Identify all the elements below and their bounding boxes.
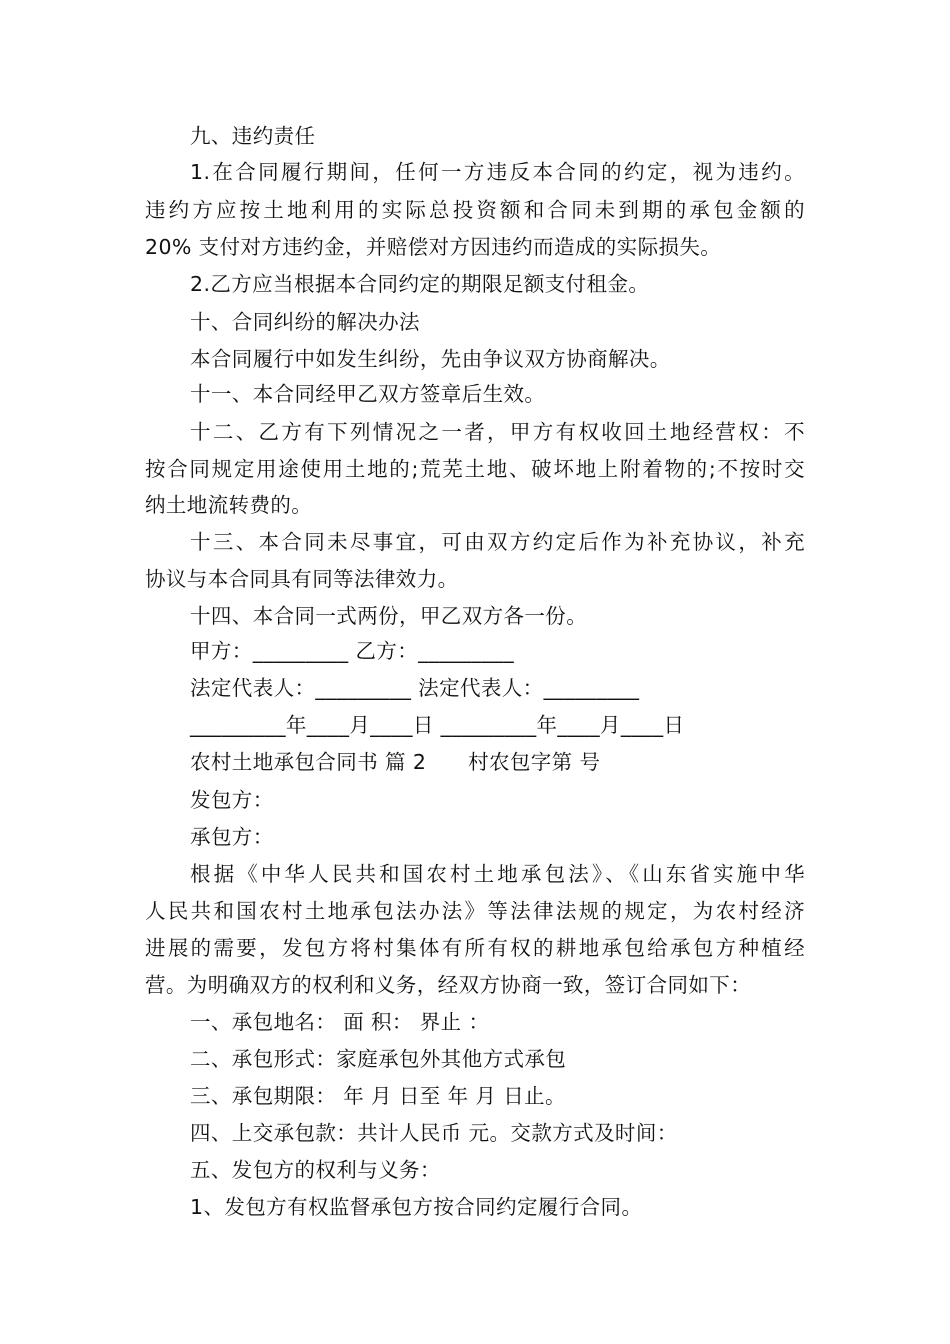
paragraph-line: 1、发包方有权监督承包方按合同约定履行合同。 [190,1195,643,1219]
paragraph-line: 本合同履行中如发生纠纷，先由争议双方协商解决。 [190,347,671,371]
paragraph-line: 承包方： [190,825,274,849]
paragraph-line: 纳土地流转费的。 [145,493,313,517]
paragraph-line: 2.乙方应当根据本合同约定的期限足额支付租金。 [190,272,650,296]
paragraph-line: 十三、本合同未尽事宜，可由双方约定后作为补充协议，补充 [190,530,805,554]
paragraph-line: 20% 支付对方违约金，并赔偿对方因违约而造成的实际损失。 [145,235,722,259]
paragraph-line: 十四、本合同一式两份，甲乙双方各一份。 [190,604,588,628]
paragraph-line: 三、承包期限： 年 月 日至 年 月 日止。 [190,1084,566,1108]
paragraph-line: 营。为明确双方的权利和义务，经双方协商一致，签订合同如下： [145,973,752,997]
paragraph-line: 1.在合同履行期间，任何一方违反本合同的约定，视为违约。 [190,160,805,184]
paragraph-line: 十一、本合同经甲乙双方签章后生效。 [190,382,546,406]
paragraph-line: 进展的需要，发包方将村集体有所有权的耕地承包给承包方种植经 [145,936,805,960]
paragraph-line: 发包方： [190,788,274,812]
signature-line-dates: _________年____月____日 _________年____月____日 [190,713,685,737]
signature-line-parties: 甲方：_________ 乙方：_________ [190,639,515,663]
section-heading-breach: 九、违约责任 [190,124,316,148]
paragraph-line: 五、发包方的权利与义务： [190,1158,441,1182]
contract-title: 农村土地承包合同书 篇 2 村农包字第 号 [190,750,601,774]
paragraph-line: 协议与本合同具有同等法律效力。 [145,567,459,591]
paragraph-line: 二、承包形式：家庭承包外其他方式承包 [190,1047,567,1071]
section-heading-dispute: 十、合同纠纷的解决办法 [190,310,420,334]
paragraph-line: 一、承包地名： 面 积： 界止 ： [190,1010,490,1034]
paragraph-line: 十二、乙方有下列情况之一者，甲方有权收回土地经营权：不 [190,420,805,444]
paragraph-line: 根据《中华人民共和国农村土地承包法》、《山东省实施中华 [190,862,805,886]
paragraph-line: 四、上交承包款：共计人民币 元。交款方式及时间： [190,1121,678,1145]
signature-line-representatives: 法定代表人：_________ 法定代表人：_________ [190,676,640,700]
paragraph-line: 人民共和国农村土地承包法办法》等法律法规的规定，为农村经济 [145,899,805,923]
paragraph-line: 违约方应按土地利用的实际总投资额和合同未到期的承包金额的 [145,198,805,222]
paragraph-line: 按合同规定用途使用土地的;荒芜土地、破坏地上附着物的;不按时交 [145,457,805,481]
